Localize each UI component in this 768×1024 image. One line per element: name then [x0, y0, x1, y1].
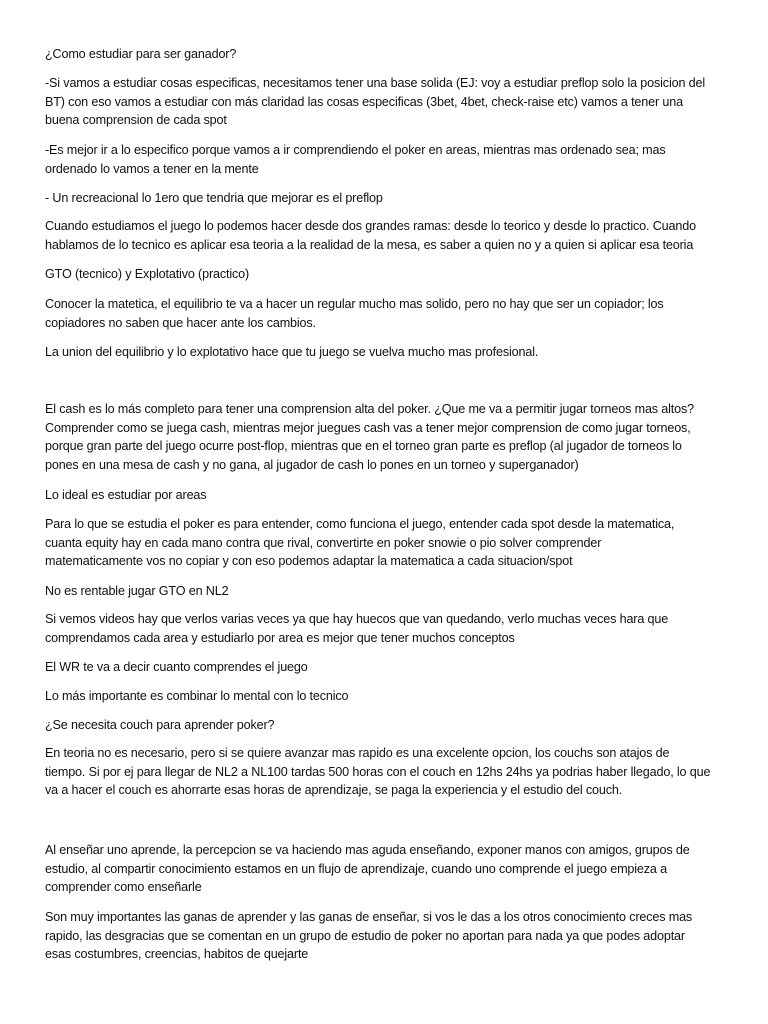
text-line: porque gran parte del juego ocurre post-flop, mientras que en el torneo gran parte es preflop (al jugador de torneos lo	[45, 439, 682, 454]
text-line: El cash es lo más completo para tener una comprension alta del poker. ¿Que me va a permitir jugar torneos mas altos?	[45, 402, 694, 416]
paragraph-base-solida	[45, 74, 725, 130]
paragraph-gto-nl2	[45, 582, 725, 601]
text-line: copiadores no saben que hacer ante los cambios.	[45, 315, 316, 330]
text-line: va a hacer el couch es ahorrarte esas horas de aprendizaje, se paga la experiencia y el estudio del couch.	[45, 783, 623, 798]
paragraph-dos-ramas	[45, 217, 725, 254]
paragraph-lo-especifico	[45, 141, 725, 178]
text-line: buena comprension de cada spot	[45, 113, 227, 128]
paragraph-ensenar	[45, 841, 725, 897]
text-line: -Si vamos a estudiar cosas especificas, necesitamos tener una base solida (EJ: voy a estudiar preflop solo la posicion del	[45, 76, 706, 90]
text-line: matematicamente vos no copiar y con eso podemos adaptar la matematica a cada situacion/spot	[45, 554, 573, 569]
text-line: cuanta equity hay en cada mano contra que rival, convertirte en poker snowie o pio solver comprender	[45, 535, 602, 550]
text-line: ¿Como estudiar para ser ganador?	[45, 47, 237, 61]
text-line: Son muy importantes las ganas de aprender y las ganas de enseñar, si vos le das a los otros conocimiento creces mas	[45, 910, 693, 924]
text-line: estudio, al compartir conocimiento estamos en un flujo de aprendizaje, cuando uno comprende el juego empieza a	[45, 861, 667, 876]
text-line: BT) con eso vamos a estudiar con más claridad las cosas especificas (3bet, 4bet, check-raise etc) vamos a tener una	[45, 94, 683, 109]
text-line: comprendamos cada area y estudiarlo por area es mejor que tener muchos conceptos	[45, 630, 515, 645]
paragraph-cash	[45, 400, 725, 475]
text-line: Conocer la matetica, el equilibrio te va a hacer un regular mucho mas solido, pero no hay que ser un copiador; los	[45, 297, 664, 311]
text-line: ¿Se necesita couch para aprender poker?	[45, 718, 275, 732]
text-line: hablamos de lo tecnico es aplicar esa teoria a la realidad de la mesa, es saber a quien no y a quien si aplicar esa teoria	[45, 237, 694, 252]
text-line: -Es mejor ir a lo especifico porque vamos a ir comprendiendo el poker en areas, mientras mas ordenado sea; mas	[45, 143, 666, 157]
paragraph-ganas	[45, 908, 725, 964]
text-line: Si vemos videos hay que verlos varias veces ya que hay huecos que van quedando, verlo muchas veces hara que	[45, 612, 669, 626]
paragraph-gto-explotativo	[45, 265, 725, 284]
text-line: En teoria no es necesario, pero si se quiere avanzar mas rapido es una excelente opcion, los couchs son atajos de	[45, 746, 670, 760]
text-line: Lo ideal es estudiar por areas	[45, 488, 207, 502]
text-line: Comprender como se juega cash, mientras mejor juegues cash vas a tener mejor comprension de como jugar torneos,	[45, 420, 691, 435]
paragraph-couch	[45, 744, 725, 800]
text-line: comprender como enseñarle	[45, 880, 202, 895]
heading-couch	[45, 716, 725, 735]
text-line: GTO (tecnico) y Explotativo (practico)	[45, 267, 250, 281]
text-line: - Un recreacional lo 1ero que tendria que mejorar es el preflop	[45, 191, 383, 205]
paragraph-entender	[45, 515, 725, 571]
text-line: esas costumbres, creencias, habitos de quejarte	[45, 947, 309, 962]
paragraph-por-areas	[45, 486, 725, 505]
text-line: rapido, las desgracias que se comentan en un grupo de estudio de poker no aportan para nada ya que podes adoptar	[45, 928, 685, 943]
paragraph-mental-tecnico	[45, 687, 725, 706]
heading-como-estudiar	[45, 45, 725, 64]
paragraph-recreacional	[45, 189, 725, 208]
text-line: Lo más importante es combinar lo mental con lo tecnico	[45, 689, 349, 703]
text-line: pones en una mesa de cash y no gana, al jugador de cash lo pones en un torneo y superganador)	[45, 458, 579, 473]
paragraph-videos	[45, 610, 725, 647]
text-line: Cuando estudiamos el juego lo podemos hacer desde dos grandes ramas: desde lo teorico y desde lo practico. Cuando	[45, 219, 696, 233]
text-line: Al enseñar uno aprende, la percepcion se va haciendo mas aguda enseñando, exponer manos con amigos, grupos de	[45, 843, 690, 857]
text-line: ordenado lo vamos a tener en la mente	[45, 161, 259, 176]
text-line: tiempo. Si por ej para llegar de NL2 a NL100 tardas 500 horas con el couch en 12hs 24hs ya podrias haber llegado, lo que	[45, 764, 711, 779]
paragraph-equilibrio	[45, 295, 725, 332]
text-line: El WR te va a decir cuanto comprendes el juego	[45, 660, 308, 674]
text-line: La union del equilibrio y lo explotativo hace que tu juego se vuelva mucho mas profesional.	[45, 345, 539, 359]
paragraph-wr	[45, 658, 725, 677]
text-line: Para lo que se estudia el poker es para entender, como funciona el juego, entender cada spot desde la matematica,	[45, 517, 675, 531]
text-line: No es rentable jugar GTO en NL2	[45, 584, 229, 598]
paragraph-union	[45, 343, 725, 362]
